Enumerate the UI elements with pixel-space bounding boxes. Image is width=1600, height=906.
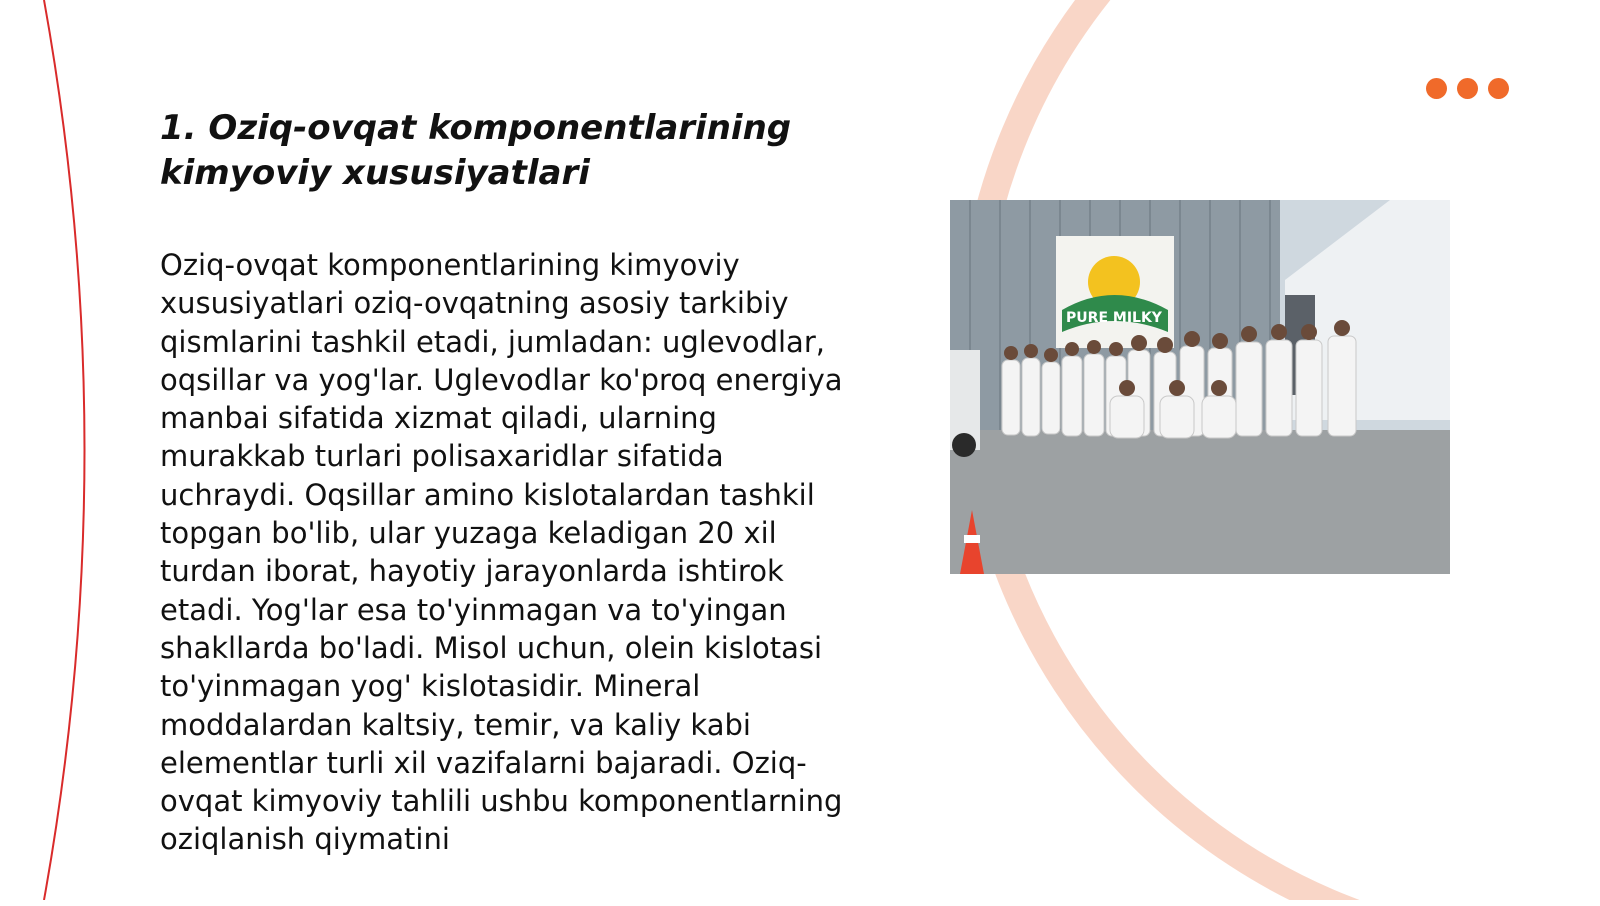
dot-3 <box>1488 78 1509 99</box>
dot-2 <box>1457 78 1478 99</box>
group-photo-illustration <box>950 200 1450 574</box>
more-dots-icon[interactable] <box>1426 78 1509 99</box>
dot-1 <box>1426 78 1447 99</box>
decor-left-arc <box>44 0 85 900</box>
group-photo <box>950 200 1450 574</box>
slide-body-text: Oziq-ovqat komponentlarining kimyoviy xususiyatlari oziq-ovqatning asosiy tarkibiy qismlarini tashkil etadi, jumladan: uglevodlar, oqsillar va yog'lar. Uglevodlar ko'proq energiya manbai sifatida xizmat qiladi, ularning murakkab turlari polisaxaridlar sifatida uchraydi. Oqsillar amino kislotalardan tashkil topgan bo'lib, ular yuzaga keladigan 20 xil turdan iborat, hayotiy jarayonlarda ishtirok etadi. Yog'lar esa to'yinmagan va to'yingan shakllarda bo'ladi. Misol uchun, olein kislotasi to'yinmagan yog' kislotasidir. Mineral moddalardan kaltsiy, temir, va kaliy kabi elementlar turli xil vazifalarni bajaradi. Oziq-ovqat kimyoviy tahlili ushbu komponentlarning oziqlanish qiymatini <box>160 248 843 857</box>
slide-title: 1. Oziq-ovqat komponentlarining kimyoviy xususiyatlari <box>160 108 792 193</box>
sign-label: PURE MILKY <box>1066 310 1162 326</box>
